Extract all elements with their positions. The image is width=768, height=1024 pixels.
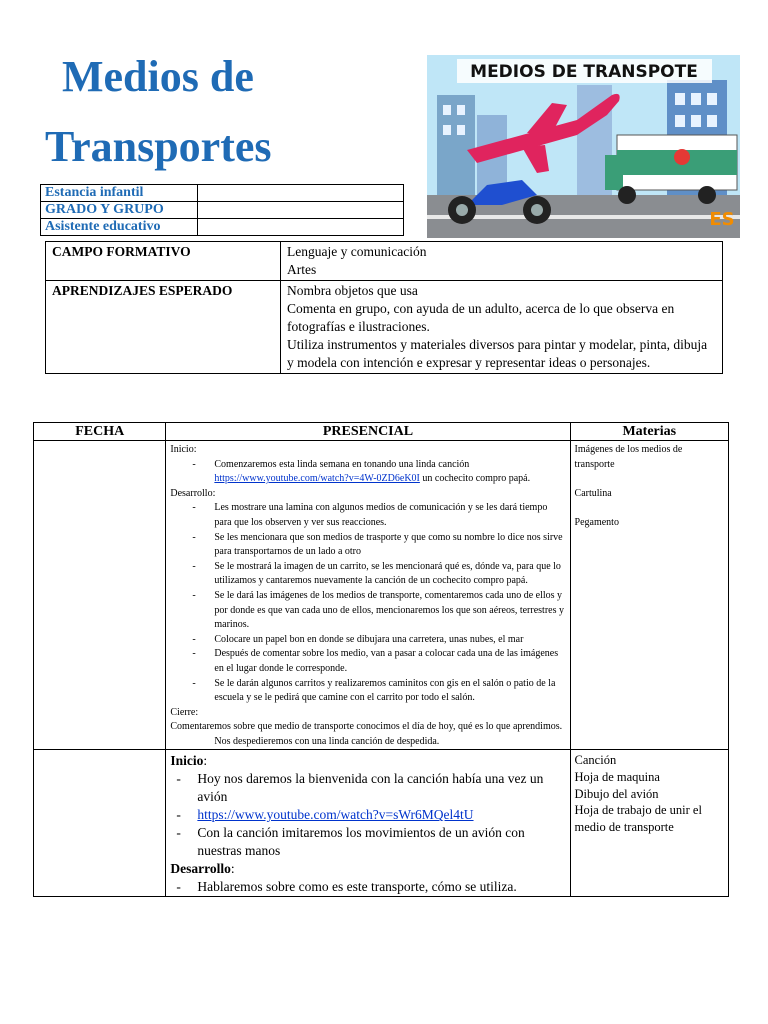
info-value-grado — [198, 202, 404, 219]
materia-item: Cartulina — [574, 487, 612, 499]
info-row — [41, 202, 404, 219]
list-item: - Les mostrare una lamina con algunos medios de comunicación y se les dará tiempo para que los observen y ver sus reacciones. — [170, 501, 565, 530]
info-label-asistente: Asistente educativo — [41, 219, 198, 236]
presencial-cell — [166, 441, 570, 750]
list-item: - Hoy nos daremos la bienvenida con la canción había una vez un avión — [170, 770, 565, 806]
info-row — [41, 219, 404, 236]
inicio-text-end: un cochecito compro papá. — [419, 473, 531, 485]
materia-item: Pegamento — [574, 516, 619, 528]
list-item — [170, 806, 565, 824]
info-value-estancia — [198, 185, 404, 202]
inicio-heading — [170, 752, 565, 770]
info-table — [40, 184, 404, 236]
plan-row-1 — [34, 441, 729, 750]
banner-heading: MEDIOS DE TRANSPOTE — [470, 62, 698, 82]
title-line-1: Medios de — [62, 52, 254, 101]
presencial-cell — [166, 750, 570, 897]
desarrollo-heading — [170, 860, 565, 878]
transport-banner-image — [427, 55, 740, 238]
materia-item: Imágenes de los medios de transporte — [574, 444, 683, 470]
campo-row — [46, 242, 723, 281]
campo-line: Artes — [287, 262, 317, 277]
desarrollo-colon: : — [230, 861, 235, 877]
header-materias: Materias — [570, 423, 728, 441]
materia-item: Canción — [574, 753, 617, 768]
list-item: - Se le dará las imágenes de los medios de transporte, comentaremos cada uno de ellos y por donde es que van cada uno de ellos, mencionaremos los que son aéreos, terrestres y marinos. — [170, 589, 565, 633]
campo-table — [45, 241, 723, 374]
materias-cell — [570, 750, 728, 897]
campo-line: Lenguaje y comunicación — [287, 244, 427, 259]
cierre-text: Comentaremos sobre que medio de transporte conocimos el día de hoy, qué es lo que aprendimos. — [170, 721, 563, 733]
desarrollo-list — [170, 878, 565, 896]
inicio-list — [170, 770, 565, 860]
aprendizajes-content — [281, 281, 723, 374]
inicio-label: Inicio: — [170, 444, 197, 455]
list-item: - Se le mostrará la imagen de un carrito, se les mencionará qué es, dónde va, para que lo utilizamos y cantaremos nuevamente la canción de un cochecito compro papá. — [170, 560, 565, 589]
inicio-text: Comenzaremos esta linda semana en tonando una linda canción — [214, 458, 470, 470]
banner-logo: ES — [709, 209, 735, 230]
campo-content — [281, 242, 723, 281]
info-label-estancia: Estancia infantil — [41, 185, 198, 202]
desarrollo-list — [170, 501, 565, 705]
materia-item: Hoja de maquina — [574, 770, 660, 785]
plan-table — [33, 422, 729, 897]
inicio-colon: : — [203, 753, 208, 769]
title-line-2: Transportes — [45, 122, 272, 171]
list-item: - Se le darán algunos carritos y realizaremos caminitos con gis en el salón o patio de la escuela y se le pedirá que camine con el carrito por todo el salón. — [170, 677, 565, 706]
list-item: - Con la canción imitaremos los movimientos de un avión con nuestras manos — [170, 824, 565, 860]
materia-item: Dibujo del avión — [574, 786, 659, 801]
campo-label: CAMPO FORMATIVO — [46, 242, 281, 281]
materia-item: Hoja de trabajo de unir el medio de transporte — [574, 803, 702, 834]
cierre-label: Cierre: — [170, 706, 199, 718]
youtube-link-2[interactable]: https://www.youtube.com/watch?v=sWr6MQel4tU — [197, 807, 474, 823]
inicio-list — [170, 458, 565, 487]
info-row — [41, 185, 404, 202]
desarrollo-label: Desarrollo: — [170, 487, 216, 499]
aprendizajes-row — [46, 281, 723, 374]
header-presencial: PRESENCIAL — [166, 423, 570, 441]
info-label-grado: GRADO Y GRUPO — [41, 202, 198, 219]
plan-header-row — [34, 423, 729, 441]
aprendizaje-line: Utiliza instrumentos y materiales diversos para pintar y modelar, pinta, dibuja y modela con intención e expresar y representar ideas o personajes. — [287, 337, 708, 370]
fecha-cell — [34, 750, 166, 897]
materias-cell — [570, 441, 728, 750]
fecha-cell — [34, 441, 166, 750]
desarrollo-label: Desarrollo — [170, 861, 231, 877]
info-value-asistente — [198, 219, 404, 236]
header-fecha: FECHA — [34, 423, 166, 441]
aprendizajes-label: APRENDIZAJES ESPERADO — [46, 281, 281, 374]
list-item: - Colocare un papel bon en donde se dibujara una carretera, unas nubes, el mar — [170, 633, 565, 648]
list-item: - Hablaremos sobre como es este transporte, cómo se utiliza. — [170, 878, 565, 896]
list-item — [170, 458, 565, 487]
list-item: - Después de comentar sobre los medio, van a pasar a colocar cada una de las imágenes en el lugar donde le corresponde. — [170, 647, 565, 676]
aprendizaje-line: Nombra objetos que usa — [287, 283, 418, 298]
aprendizaje-line: Comenta en grupo, con ayuda de un adulto, acerca de lo que observa en fotografías e ilustraciones. — [287, 301, 675, 334]
cierre-end: Nos despedieremos con una linda canción de despedida. — [214, 735, 440, 747]
plan-row-2 — [34, 750, 729, 897]
youtube-link-1[interactable]: https://www.youtube.com/watch?v=4W-0ZD6eK0I — [214, 473, 420, 485]
inicio-label: Inicio — [170, 753, 204, 769]
list-item: - Se les mencionara que son medios de trasporte y que como su nombre lo dice nos sirve para transportarnos de un lado a otro — [170, 531, 565, 560]
